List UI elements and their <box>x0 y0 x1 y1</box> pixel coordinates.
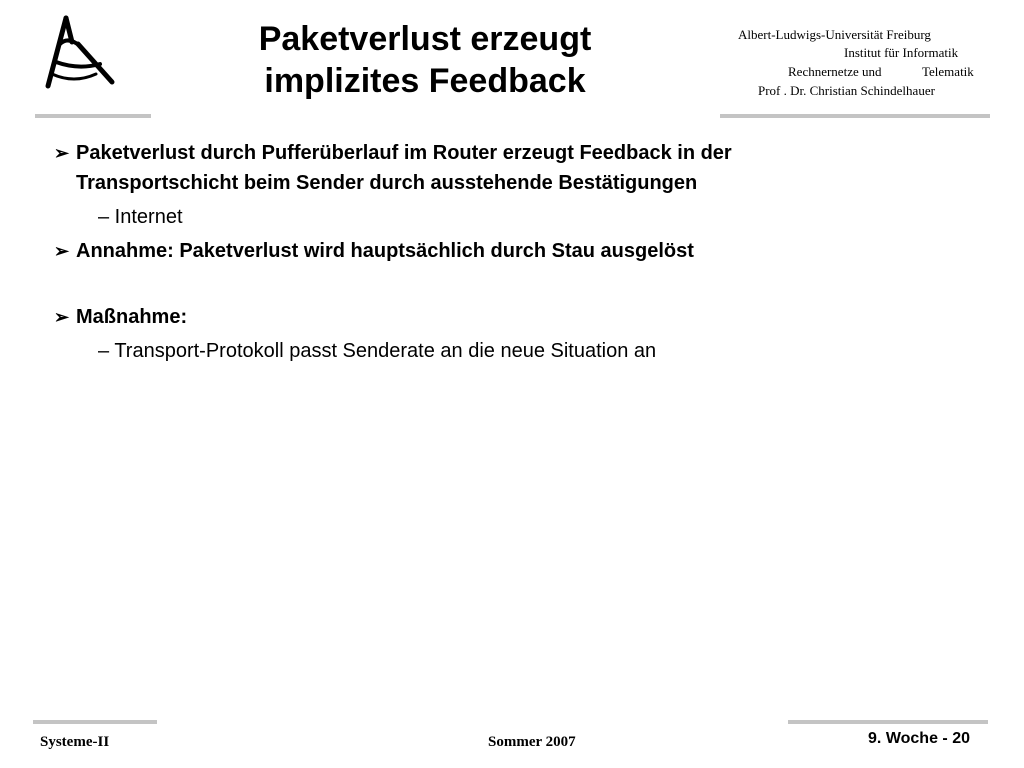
footer-rule-right <box>788 720 988 724</box>
arrow-bullet-icon: ➢ <box>54 143 70 163</box>
bullet-text-line: Paketverlust durch Pufferüberlauf im Router erzeugt Feedback in der <box>76 142 732 164</box>
institution-line-2: Institut für Informatik <box>844 45 959 60</box>
sub-bullet-item: – Internet <box>98 206 183 228</box>
slide-title-line-1: Paketverlust erzeugt <box>258 20 592 58</box>
footer-term: Sommer 2007 <box>488 734 576 750</box>
footer-page-number: 9. Woche - 20 <box>868 730 970 747</box>
bullet-text-line: Transportschicht beim Sender durch ausstehende Bestätigungen <box>76 172 698 194</box>
bullet-item <box>54 138 984 198</box>
institution-line-3b: Telematik <box>922 64 974 79</box>
arrow-bullet-icon: ➢ <box>54 241 70 261</box>
institution-line-1: Albert-Ludwigs-Universität Freiburg <box>738 27 931 42</box>
slide-title <box>205 18 645 102</box>
institution-line-4: Prof . Dr. Christian Schindelhauer <box>758 83 935 98</box>
sub-bullet-item: – Transport-Protokoll passt Senderate an die neue Situation an <box>98 340 657 362</box>
slide-title-line-2: implizites Feedback <box>264 62 586 100</box>
bullet-text-line: Maßnahme: <box>76 306 188 328</box>
slide-content <box>54 138 984 366</box>
institution-line-3a: Rechnernetze und <box>788 64 882 79</box>
bullet-item <box>54 236 984 266</box>
bullet-text-line: Annahme: Paketverlust wird hauptsächlich durch Stau ausgelöst <box>76 240 694 262</box>
footer-rule-left <box>33 720 157 724</box>
arrow-bullet-icon: ➢ <box>54 307 70 327</box>
header-rule-left <box>35 114 151 118</box>
header-rule-right <box>720 114 990 118</box>
footer-course: Systeme-II <box>40 734 110 750</box>
bullet-item <box>54 302 984 332</box>
university-logo-icon <box>38 14 122 94</box>
